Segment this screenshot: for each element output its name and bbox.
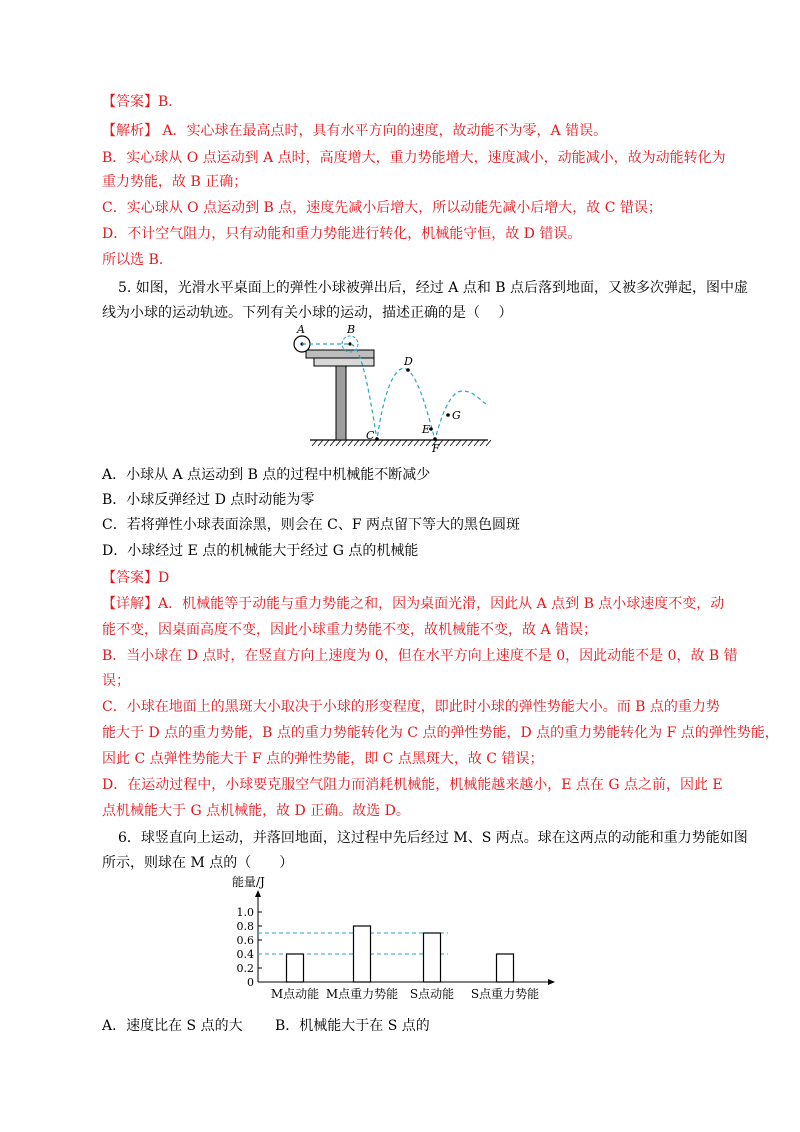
q5-stem-line-2: 线为小球的运动轨迹。下列有关小球的运动，描述正确的是（ ） <box>102 305 513 321</box>
q5-analysis-line-8: D．在运动过程中，小球要克服空气阻力而消耗机械能，机械能越来越小，E 点在 G 点之前，因此 E <box>102 777 723 793</box>
label-F: F <box>432 442 440 452</box>
q5-option-d: D．小球经过 E 点的机械能大于经过 G 点的机械能 <box>102 543 419 559</box>
q6-energy-bar-chart <box>220 870 570 1010</box>
q5-option-b: B．小球反弹经过 D 点时动能为零 <box>102 492 315 508</box>
q6-stem-line-1: 6．球竖直向上运动，并落回地面，这过程中先后经过 M、S 两点。球在这两点的动能和重力势能如图 <box>118 830 748 846</box>
q5-bouncing-ball-figure <box>280 322 520 452</box>
q5-analysis-line-2: 能不变，因桌面高度不变，因此小球重力势能不变，故机械能不变，故 A 错误； <box>102 622 598 638</box>
table <box>306 350 374 440</box>
x-tick-label: M点动能 <box>270 987 320 1001</box>
y-tick-label: 0 <box>247 976 254 989</box>
x-tick-label: S点重力势能 <box>470 987 540 1001</box>
q5-analysis-line-9: 点机械能大于 G 点机械能，故 D 正确。故选 D。 <box>102 803 410 819</box>
label-D: D <box>404 355 413 368</box>
q4-analysis-line-1: 【解析】 A．实心球在最高点时，具有水平方向的速度，故动能不为零，A 错误。 <box>102 123 608 139</box>
q5-analysis-line-7: 因此 C 点弹性势能大于 F 点的弹性势能，即 C 点黑斑大，故 C 错误； <box>102 751 544 767</box>
y-tick-label: 0.6 <box>236 934 254 947</box>
q5-analysis-line-6: 能大于 D 点的重力势能，B 点的重力势能转化为 C 点的弹性势能，D 点的重力势能转化为 F 点的弹性势能， <box>102 725 779 741</box>
label-B: B <box>347 323 356 336</box>
q4-answer: 【答案】B. <box>102 94 173 110</box>
label-C: C <box>366 429 375 442</box>
chart-ylabel: 能量/J <box>232 875 265 889</box>
bar <box>287 954 304 982</box>
q5-analysis-line-4: 误； <box>102 673 130 689</box>
y-tick-label: 1.0 <box>236 906 254 919</box>
y-tick-label: 0.8 <box>236 920 254 933</box>
q4-analysis-line-2: B．实心球从 O 点运动到 A 点时，高度增大，重力势能增大，速度减小，动能减小，故为动能转化为 <box>102 150 726 166</box>
label-G: G <box>452 409 461 422</box>
x-tick-label: M点重力势能 <box>325 987 399 1001</box>
q5-analysis-line-3: B．当小球在 D 点时，在竖直方向上速度为 0，但在水平方向上速度不是 0，因此动能不是 0，故 B 错 <box>102 648 738 664</box>
q6-stem-line-2: 所示，则球在 M 点的（ ） <box>102 855 294 871</box>
bar <box>354 926 371 982</box>
q4-analysis-line-6: 所以选 B. <box>102 252 164 268</box>
q4-analysis-line-4: C．实心球从 O 点运动到 B 点，速度先减小后增大，所以动能先减小后增大，故 C 错误； <box>102 200 662 216</box>
q5-option-c: C．若将弹性小球表面涂黑，则会在 C、F 两点留下等大的黑色圆斑 <box>102 517 521 533</box>
q5-answer: 【答案】D <box>102 570 170 586</box>
q4-analysis-line-3: 重力势能，故 B 正确； <box>102 174 248 190</box>
q5-option-a: A．小球从 A 点运动到 B 点的过程中机械能不断减少 <box>102 467 431 483</box>
bar <box>497 954 514 982</box>
y-tick-label: 0.4 <box>236 948 254 961</box>
x-axis-arrow <box>548 979 555 985</box>
q6-option-a: A．速度比在 S 点的大 <box>102 1018 243 1034</box>
q6-option-b: B．机械能大于在 S 点的 <box>275 1018 430 1034</box>
bar <box>424 933 441 982</box>
q5-analysis-line-1: 【详解】A．机械能等于动能与重力势能之和，因为桌面光滑，因此从 A 点到 B 点小球速度不变，动 <box>102 596 725 612</box>
ground-hatching <box>310 440 491 446</box>
q4-analysis-line-5: D．不计空气阻力，只有动能和重力势能进行转化，机械能守恒，故 D 错误。 <box>102 226 582 242</box>
q5-stem-line-1: 5. 如图，光滑水平桌面上的弹性小球被弹出后，经过 A 点和 B 点后落到地面，又被多次弹起，图中虚 <box>118 280 749 296</box>
x-tick-label: S点动能 <box>409 987 455 1001</box>
label-E: E <box>422 423 431 436</box>
y-axis-arrow <box>255 890 261 897</box>
y-tick-label: 0.2 <box>236 962 254 975</box>
q5-analysis-line-5: C．小球在地面上的黑斑大小取决于小球的形变程度，即此时小球的弹性势能大小。而 B 点的重力势 <box>102 699 720 715</box>
label-A: A <box>297 323 305 336</box>
